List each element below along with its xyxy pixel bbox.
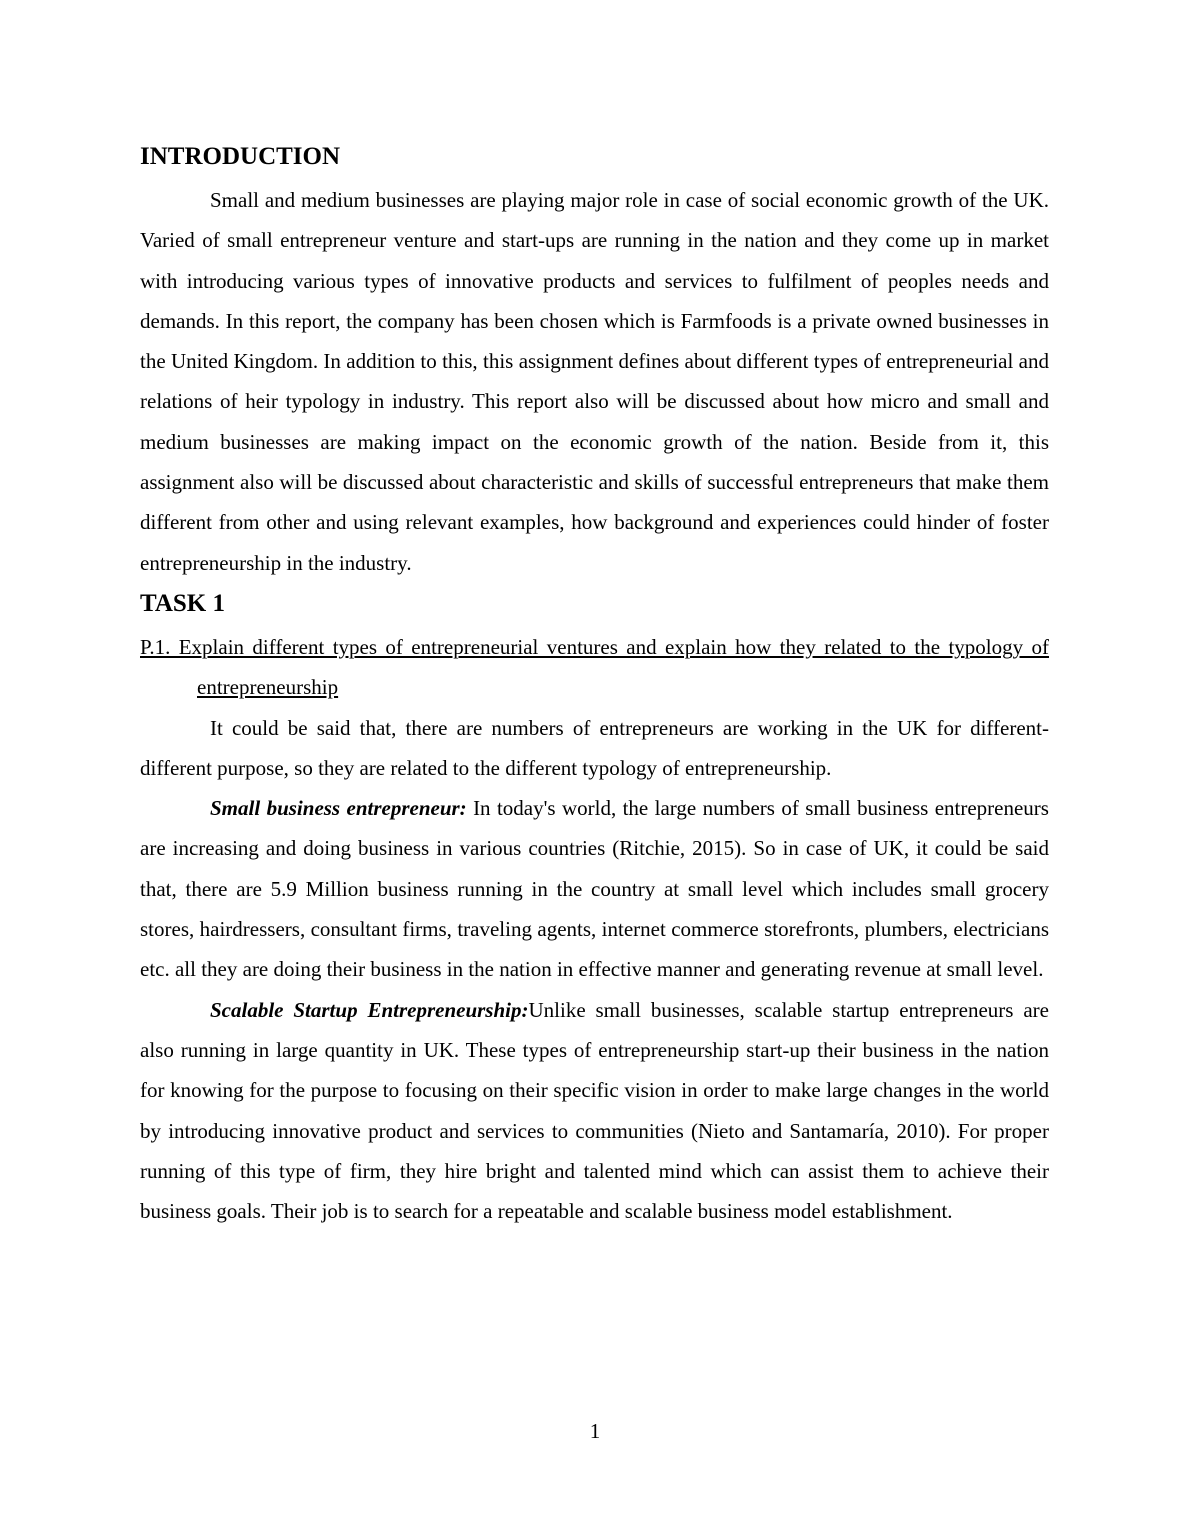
introduction-heading: INTRODUCTION <box>140 143 341 170</box>
small-business-lead: Small business entrepreneur: <box>210 796 467 821</box>
page-number: 1 <box>589 1419 601 1443</box>
document-page <box>140 140 1049 1231</box>
task-1-heading: TASK 1 <box>140 589 225 617</box>
small-business-paragraph <box>140 788 1049 989</box>
task-1-subheading: P.1. Explain different types of entrepreneurial ventures and explain how they related to the typology of entrepreneurship <box>140 634 1049 700</box>
introduction-paragraph: Small and medium businesses are playing major role in case of social economic growth of the UK. Varied of small entrepreneur venture and start-ups are running in the nation and they come up in market with introducing various types of innovative products and services to fulfilment of peoples needs and demands. In this report, the company has been chosen which is Farmfoods is a private owned businesses in the United Kingdom. In addition to this, this assignment defines about different types of entrepreneurial and relations of heir typology in industry. This report also will be discussed about how micro and small and medium businesses are making impact on the economic growth of the nation. Beside from it, this assignment also will be discussed about characteristic and skills of successful entrepreneurs that make them different from other and using relevant examples, how background and experiences could hinder of foster entrepreneurship in the industry. <box>140 188 1049 575</box>
small-business-text: In today's world, the large numbers of small business entrepreneurs are increasing and doing business in various countries (Ritchie, 2015). So in case of UK, it could be said that, there are 5.9 Million business running in the country at small level which includes small grocery stores, hairdressers, consultant firms, traveling agents, internet commerce storefronts, plumbers, electricians etc. all they are doing their business in the nation in effective manner and generating revenue at small level. <box>140 796 1049 982</box>
scalable-startup-paragraph <box>140 990 1049 1232</box>
scalable-startup-lead: Scalable Startup Entrepreneurship: <box>210 997 529 1022</box>
task-1-intro-paragraph: It could be said that, there are numbers of entrepreneurs are working in the UK for different-different purpose, so they are related to the different typology of entrepreneurship. <box>140 715 1049 780</box>
scalable-startup-text: Unlike small businesses, scalable startup entrepreneurs are also running in large quantity in UK. These types of entrepreneurship start-up their business in the nation for knowing for the purpose to focusing on their specific vision in order to make large changes in the world by introducing innovative product and services to communities (Nieto and Santamaría, 2010). For proper running of this type of firm, they hire bright and talented mind which can assist them to achieve their business goals. Their job is to search for a repeatable and scalable business model establishment. <box>140 997 1049 1224</box>
